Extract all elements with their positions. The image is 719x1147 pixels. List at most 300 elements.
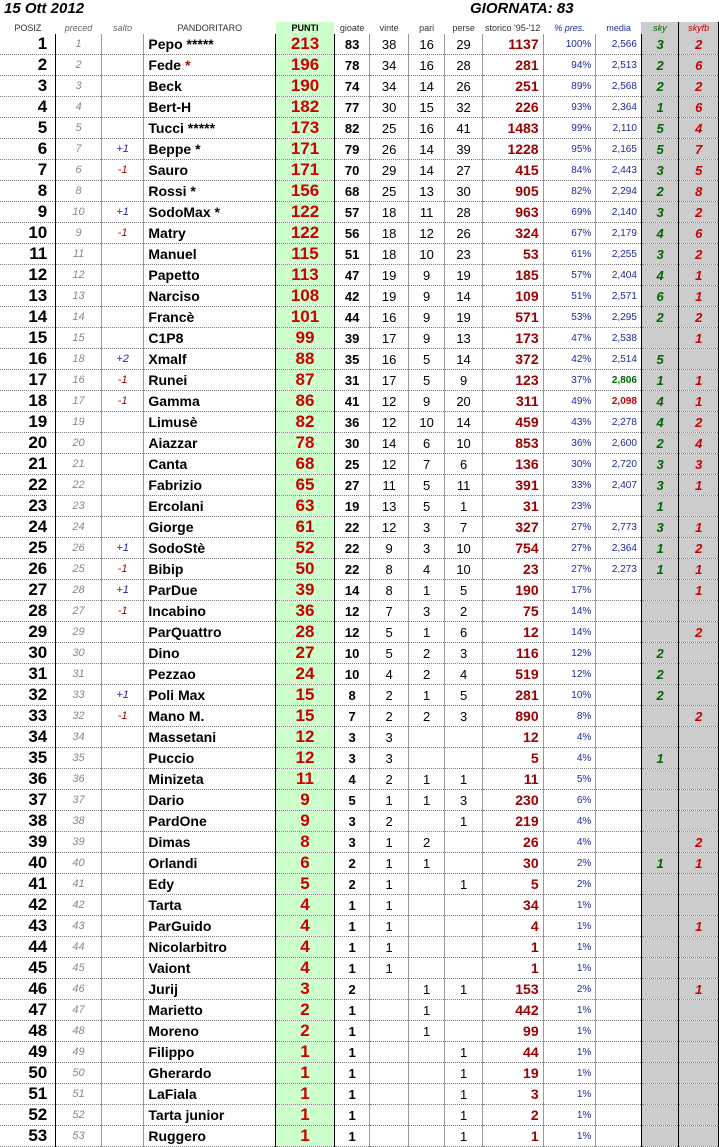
- wins-cell: 3: [370, 727, 409, 748]
- played-cell: 51: [334, 244, 369, 265]
- points-cell: 213: [276, 34, 335, 55]
- position-cell: 43: [0, 916, 56, 937]
- skyfb-cell: 2: [679, 202, 719, 223]
- col-header-vinte[interactable]: vinte: [379, 23, 399, 33]
- col-header-sky[interactable]: sky: [641, 22, 678, 34]
- player-name: Marietto: [148, 1002, 203, 1018]
- draws-cell: 10: [408, 412, 444, 433]
- table-row[interactable]: [0, 76, 719, 97]
- table-row[interactable]: [0, 643, 719, 664]
- previous-position-cell: 47: [56, 1000, 102, 1021]
- col-header-name[interactable]: PANDORITARO: [177, 23, 243, 33]
- player-name-cell: [144, 433, 276, 454]
- col-header-media[interactable]: media: [606, 23, 631, 33]
- presence-percent-cell: 93%: [543, 97, 596, 118]
- table-row[interactable]: [0, 328, 719, 349]
- skyfb-cell: 7: [679, 139, 719, 160]
- table-row[interactable]: [0, 664, 719, 685]
- player-name: Gherardo: [148, 1065, 212, 1081]
- points-cell: 5: [276, 874, 335, 895]
- skyfb-cell: [679, 874, 719, 895]
- points-cell: 68: [276, 454, 335, 475]
- wins-cell: 18: [370, 202, 409, 223]
- historic-total-cell: 34: [482, 895, 543, 916]
- sky-cell: [641, 979, 678, 1000]
- average-cell: 2,098: [596, 391, 642, 412]
- losses-cell: 7: [445, 517, 482, 538]
- points-cell: 1: [276, 1105, 335, 1126]
- table-row[interactable]: [0, 223, 719, 244]
- player-name-cell: [144, 160, 276, 181]
- average-cell: 2,294: [596, 181, 642, 202]
- previous-position-cell: 11: [56, 244, 102, 265]
- draws-cell: 2: [408, 706, 444, 727]
- previous-position-cell: 26: [56, 538, 102, 559]
- position-cell: 46: [0, 979, 56, 1000]
- table-row[interactable]: [0, 286, 719, 307]
- table-row[interactable]: [0, 412, 719, 433]
- col-header-storico[interactable]: storico '95-'12: [484, 23, 541, 33]
- points-cell: 61: [276, 517, 335, 538]
- table-row[interactable]: [0, 34, 719, 55]
- losses-cell: 2: [445, 601, 482, 622]
- player-name: Limusè: [148, 414, 198, 430]
- table-row[interactable]: [0, 160, 719, 181]
- played-cell: 3: [334, 727, 369, 748]
- sky-cell: [641, 580, 678, 601]
- average-cell: [596, 727, 642, 748]
- presence-percent-cell: 36%: [543, 433, 596, 454]
- table-row[interactable]: [0, 454, 719, 475]
- previous-position-cell: 21: [56, 454, 102, 475]
- previous-position-cell: 22: [56, 475, 102, 496]
- position-change-cell: [101, 1063, 144, 1084]
- position-cell: 51: [0, 1084, 56, 1105]
- position-cell: 53: [0, 1126, 56, 1147]
- table-row[interactable]: [0, 433, 719, 454]
- points-cell: 8: [276, 832, 335, 853]
- losses-cell: 41: [445, 118, 482, 139]
- average-cell: [596, 685, 642, 706]
- position-change-cell: [101, 97, 144, 118]
- presence-percent-cell: 43%: [543, 412, 596, 433]
- table-row[interactable]: [0, 538, 719, 559]
- table-row[interactable]: [0, 370, 719, 391]
- wins-cell: 1: [370, 958, 409, 979]
- table-row[interactable]: [0, 790, 719, 811]
- position-cell: 50: [0, 1063, 56, 1084]
- table-row[interactable]: [0, 97, 719, 118]
- skyfb-cell: [679, 1042, 719, 1063]
- sky-cell: [641, 958, 678, 979]
- points-cell: 113: [276, 265, 335, 286]
- sky-cell: 1: [641, 748, 678, 769]
- draws-cell: 1: [408, 769, 444, 790]
- skyfb-cell: 6: [679, 55, 719, 76]
- losses-cell: 6: [445, 454, 482, 475]
- player-name: C1P8: [148, 330, 184, 346]
- table-row[interactable]: [0, 1105, 719, 1126]
- player-name-cell: [144, 580, 276, 601]
- table-row[interactable]: [0, 55, 719, 76]
- position-change-cell: [101, 265, 144, 286]
- table-row[interactable]: [0, 1063, 719, 1084]
- presence-percent-cell: 1%: [543, 1105, 596, 1126]
- player-name-cell: [144, 1000, 276, 1021]
- historic-total-cell: 3: [482, 1084, 543, 1105]
- points-cell: 50: [276, 559, 335, 580]
- skyfb-cell: [679, 748, 719, 769]
- wins-cell: [370, 1063, 409, 1084]
- position-cell: 38: [0, 811, 56, 832]
- average-cell: [596, 643, 642, 664]
- player-name: Matry: [148, 225, 186, 241]
- historic-total-cell: 12: [482, 622, 543, 643]
- presence-percent-cell: 1%: [543, 895, 596, 916]
- sky-cell: 3: [641, 454, 678, 475]
- table-row[interactable]: [0, 937, 719, 958]
- points-cell: 87: [276, 370, 335, 391]
- wins-cell: 34: [370, 55, 409, 76]
- position-cell: 48: [0, 1021, 56, 1042]
- presence-percent-cell: 1%: [543, 1084, 596, 1105]
- wins-cell: 8: [370, 559, 409, 580]
- played-cell: 83: [334, 34, 369, 55]
- presence-percent-cell: 6%: [543, 790, 596, 811]
- player-name: Pepo: [148, 36, 183, 52]
- previous-position-cell: 4: [56, 97, 102, 118]
- previous-position-cell: 9: [56, 223, 102, 244]
- sky-cell: [641, 895, 678, 916]
- position-cell: 3: [0, 76, 56, 97]
- points-cell: 196: [276, 55, 335, 76]
- table-row[interactable]: [0, 622, 719, 643]
- position-change-cell: [101, 832, 144, 853]
- skyfb-cell: 2: [679, 244, 719, 265]
- position-cell: 14: [0, 307, 56, 328]
- draws-cell: 9: [408, 391, 444, 412]
- draws-cell: 1: [408, 685, 444, 706]
- played-cell: 31: [334, 370, 369, 391]
- player-name: Bert-H: [148, 99, 192, 115]
- col-header-pres[interactable]: % pres.: [554, 23, 585, 33]
- player-name-cell: [144, 34, 276, 55]
- player-name: Vaiont: [148, 960, 191, 976]
- player-name: Tucci: [148, 120, 184, 136]
- position-cell: 49: [0, 1042, 56, 1063]
- col-header-punti[interactable]: PUNTI: [276, 22, 335, 34]
- position-cell: 7: [0, 160, 56, 181]
- player-name: Tarta junior: [148, 1107, 225, 1123]
- sky-cell: 3: [641, 475, 678, 496]
- presence-percent-cell: 2%: [543, 874, 596, 895]
- col-header-skyfb[interactable]: skyfb: [679, 22, 719, 34]
- player-name-cell: [144, 202, 276, 223]
- points-cell: 12: [276, 748, 335, 769]
- historic-total-cell: 890: [482, 706, 543, 727]
- skyfb-cell: [679, 349, 719, 370]
- losses-cell: 32: [445, 97, 482, 118]
- table-row[interactable]: [0, 559, 719, 580]
- average-cell: [596, 706, 642, 727]
- player-name-cell: [144, 97, 276, 118]
- points-cell: 171: [276, 139, 335, 160]
- position-change-cell: [101, 328, 144, 349]
- position-cell: 47: [0, 1000, 56, 1021]
- table-row[interactable]: [0, 496, 719, 517]
- col-header-salto[interactable]: salto: [113, 23, 133, 33]
- position-cell: 24: [0, 517, 56, 538]
- table-row[interactable]: [0, 916, 719, 937]
- table-row[interactable]: [0, 748, 719, 769]
- player-name-cell: [144, 370, 276, 391]
- skyfb-cell: [679, 496, 719, 517]
- table-row[interactable]: [0, 202, 719, 223]
- skyfb-cell: 2: [679, 706, 719, 727]
- table-row[interactable]: [0, 811, 719, 832]
- presence-percent-cell: 94%: [543, 55, 596, 76]
- previous-position-cell: 5: [56, 118, 102, 139]
- player-name-cell: [144, 265, 276, 286]
- played-cell: 2: [334, 874, 369, 895]
- sky-cell: 4: [641, 223, 678, 244]
- player-name: SodoStè: [148, 540, 206, 556]
- table-row[interactable]: [0, 349, 719, 370]
- position-change-cell: [101, 118, 144, 139]
- position-cell: 41: [0, 874, 56, 895]
- table-row[interactable]: [0, 1000, 719, 1021]
- col-header-pari[interactable]: pari: [419, 23, 435, 33]
- losses-cell: 30: [445, 181, 482, 202]
- table-row[interactable]: [0, 1126, 719, 1147]
- sky-cell: 5: [641, 118, 678, 139]
- skyfb-cell: 1: [679, 580, 719, 601]
- table-row[interactable]: [0, 1042, 719, 1063]
- position-change-cell: -1: [101, 370, 144, 391]
- historic-total-cell: 136: [482, 454, 543, 475]
- table-row[interactable]: [0, 727, 719, 748]
- position-change-cell: [101, 1021, 144, 1042]
- position-change-cell: [101, 979, 144, 1000]
- presence-percent-cell: 37%: [543, 370, 596, 391]
- points-cell: 27: [276, 643, 335, 664]
- table-row[interactable]: [0, 685, 719, 706]
- player-name: Beck: [148, 78, 182, 94]
- historic-total-cell: 185: [482, 265, 543, 286]
- historic-total-cell: 109: [482, 286, 543, 307]
- losses-cell: [445, 895, 482, 916]
- wins-cell: 5: [370, 622, 409, 643]
- previous-position-cell: 50: [56, 1063, 102, 1084]
- wins-cell: 12: [370, 412, 409, 433]
- previous-position-cell: 44: [56, 937, 102, 958]
- previous-position-cell: 8: [56, 181, 102, 202]
- position-cell: 10: [0, 223, 56, 244]
- skyfb-cell: [679, 811, 719, 832]
- losses-cell: [445, 832, 482, 853]
- previous-position-cell: 33: [56, 685, 102, 706]
- sky-cell: [641, 937, 678, 958]
- draws-cell: 9: [408, 328, 444, 349]
- position-cell: 32: [0, 685, 56, 706]
- historic-total-cell: 372: [482, 349, 543, 370]
- skyfb-cell: [679, 1126, 719, 1147]
- wins-cell: 1: [370, 853, 409, 874]
- sky-cell: [641, 1105, 678, 1126]
- star-marker: *****: [182, 36, 214, 52]
- position-change-cell: [101, 1105, 144, 1126]
- played-cell: 3: [334, 811, 369, 832]
- table-row[interactable]: [0, 118, 719, 139]
- sky-cell: [641, 727, 678, 748]
- position-cell: 36: [0, 769, 56, 790]
- sky-cell: 2: [641, 307, 678, 328]
- sky-cell: 4: [641, 265, 678, 286]
- losses-cell: 10: [445, 433, 482, 454]
- wins-cell: 12: [370, 391, 409, 412]
- wins-cell: 12: [370, 454, 409, 475]
- position-change-cell: [101, 55, 144, 76]
- sky-cell: 2: [641, 433, 678, 454]
- losses-cell: 1: [445, 496, 482, 517]
- presence-percent-cell: 42%: [543, 349, 596, 370]
- player-name: Dino: [148, 645, 180, 661]
- losses-cell: 27: [445, 160, 482, 181]
- player-name-cell: [144, 55, 276, 76]
- position-cell: 16: [0, 349, 56, 370]
- table-row[interactable]: [0, 874, 719, 895]
- previous-position-cell: 28: [56, 580, 102, 601]
- wins-cell: 8: [370, 580, 409, 601]
- position-cell: 2: [0, 55, 56, 76]
- player-name: Fabrizio: [148, 477, 203, 493]
- table-row[interactable]: [0, 853, 719, 874]
- average-cell: 2,364: [596, 538, 642, 559]
- table-row[interactable]: [0, 391, 719, 412]
- average-cell: 2,538: [596, 328, 642, 349]
- points-cell: 82: [276, 412, 335, 433]
- average-cell: [596, 1000, 642, 1021]
- average-cell: [596, 958, 642, 979]
- player-name: Beppe: [148, 141, 192, 157]
- player-name: Manuel: [148, 246, 197, 262]
- player-name: Puccio: [148, 750, 195, 766]
- player-name-cell: [144, 706, 276, 727]
- player-name-cell: [144, 118, 276, 139]
- wins-cell: 25: [370, 181, 409, 202]
- col-header-preced[interactable]: preced: [64, 23, 93, 33]
- table-row[interactable]: [0, 601, 719, 622]
- points-cell: 63: [276, 496, 335, 517]
- table-row[interactable]: [0, 769, 719, 790]
- col-header-perse[interactable]: perse: [452, 23, 475, 33]
- player-name-cell: [144, 412, 276, 433]
- losses-cell: 28: [445, 55, 482, 76]
- skyfb-cell: [679, 937, 719, 958]
- draws-cell: 3: [408, 601, 444, 622]
- wins-cell: 26: [370, 139, 409, 160]
- average-cell: [596, 1105, 642, 1126]
- table-row[interactable]: [0, 307, 719, 328]
- table-row[interactable]: [0, 475, 719, 496]
- table-row[interactable]: [0, 517, 719, 538]
- table-row[interactable]: [0, 979, 719, 1000]
- played-cell: 79: [334, 139, 369, 160]
- previous-position-cell: 49: [56, 1042, 102, 1063]
- average-cell: 2,600: [596, 433, 642, 454]
- points-cell: 78: [276, 433, 335, 454]
- wins-cell: 1: [370, 937, 409, 958]
- previous-position-cell: 19: [56, 412, 102, 433]
- table-row[interactable]: [0, 958, 719, 979]
- table-row[interactable]: [0, 832, 719, 853]
- sky-cell: 1: [641, 370, 678, 391]
- presence-percent-cell: 1%: [543, 1000, 596, 1021]
- points-cell: 115: [276, 244, 335, 265]
- skyfb-cell: 1: [679, 475, 719, 496]
- wins-cell: 3: [370, 748, 409, 769]
- presence-percent-cell: 8%: [543, 706, 596, 727]
- draws-cell: 14: [408, 139, 444, 160]
- sky-cell: 2: [641, 181, 678, 202]
- position-cell: 31: [0, 664, 56, 685]
- table-row[interactable]: [0, 139, 719, 160]
- historic-total-cell: 324: [482, 223, 543, 244]
- table-row[interactable]: [0, 181, 719, 202]
- previous-position-cell: 29: [56, 622, 102, 643]
- presence-percent-cell: 12%: [543, 664, 596, 685]
- sky-cell: [641, 1000, 678, 1021]
- table-row[interactable]: [0, 580, 719, 601]
- wins-cell: 12: [370, 517, 409, 538]
- losses-cell: [445, 1000, 482, 1021]
- table-row[interactable]: [0, 706, 719, 727]
- historic-total-cell: 5: [482, 748, 543, 769]
- historic-total-cell: 281: [482, 55, 543, 76]
- col-header-giocate[interactable]: gioate: [339, 23, 365, 33]
- average-cell: [596, 1021, 642, 1042]
- col-header-posiz[interactable]: POSIZ: [14, 23, 42, 33]
- table-row[interactable]: [0, 265, 719, 286]
- position-change-cell: [101, 454, 144, 475]
- average-cell: 2,255: [596, 244, 642, 265]
- previous-position-cell: 52: [56, 1105, 102, 1126]
- skyfb-cell: 2: [679, 832, 719, 853]
- points-cell: 39: [276, 580, 335, 601]
- table-row[interactable]: [0, 1021, 719, 1042]
- draws-cell: [408, 874, 444, 895]
- player-name: ParDue: [148, 582, 198, 598]
- player-name-cell: [144, 1084, 276, 1105]
- table-row[interactable]: [0, 1084, 719, 1105]
- position-change-cell: [101, 1126, 144, 1147]
- sky-cell: 4: [641, 412, 678, 433]
- position-cell: 29: [0, 622, 56, 643]
- sky-cell: [641, 601, 678, 622]
- points-cell: 171: [276, 160, 335, 181]
- draws-cell: 9: [408, 307, 444, 328]
- skyfb-cell: [679, 790, 719, 811]
- played-cell: 42: [334, 286, 369, 307]
- wins-cell: 2: [370, 706, 409, 727]
- player-name: PardOne: [148, 813, 207, 829]
- average-cell: 2,364: [596, 97, 642, 118]
- table-row[interactable]: [0, 244, 719, 265]
- previous-position-cell: 20: [56, 433, 102, 454]
- table-row[interactable]: [0, 895, 719, 916]
- previous-position-cell: 34: [56, 727, 102, 748]
- points-cell: 190: [276, 76, 335, 97]
